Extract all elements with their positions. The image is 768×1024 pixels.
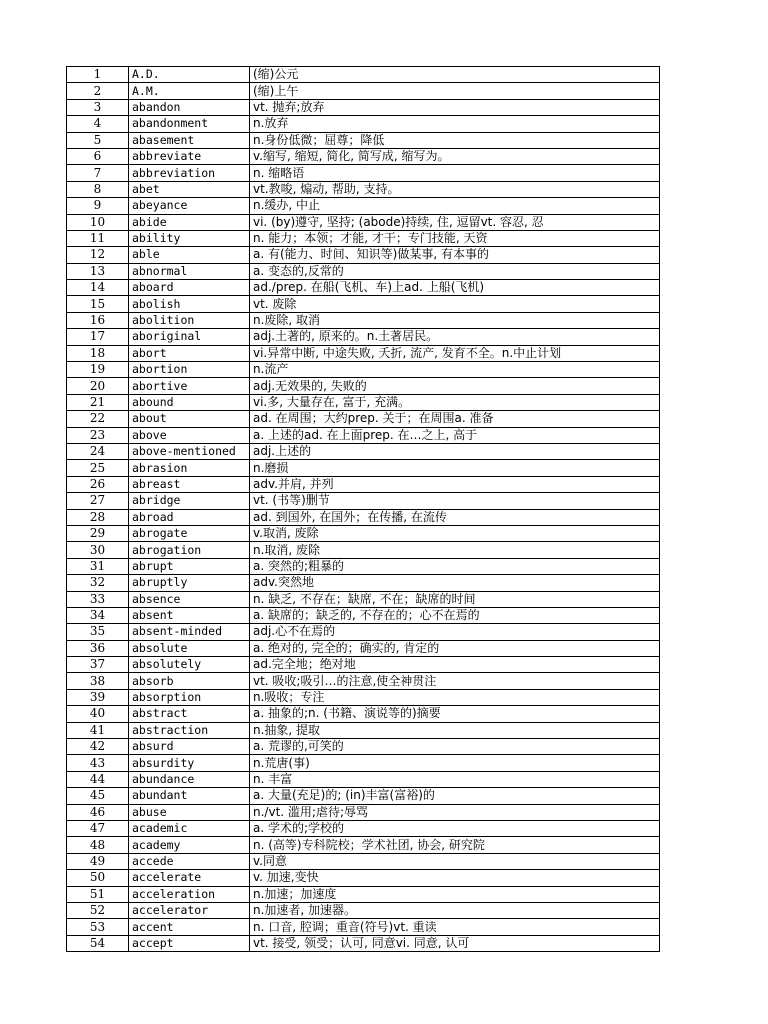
word-cell[interactable]: ability bbox=[129, 230, 250, 246]
table-row bbox=[67, 706, 660, 722]
definition-cell[interactable]: a. 缺席的；缺乏的, 不存在的；心不在焉的 bbox=[250, 607, 660, 623]
word-cell[interactable]: able bbox=[129, 247, 250, 263]
table-row bbox=[67, 657, 660, 673]
table-row bbox=[67, 820, 660, 836]
table-row bbox=[67, 99, 660, 115]
word-cell[interactable]: aboriginal bbox=[129, 329, 250, 345]
table-row bbox=[67, 575, 660, 591]
word-cell[interactable]: abbreviate bbox=[129, 148, 250, 164]
definition-cell[interactable]: a. 变态的,反常的 bbox=[250, 263, 660, 279]
table-row bbox=[67, 837, 660, 853]
table-row bbox=[67, 214, 660, 230]
word-cell[interactable]: abide bbox=[129, 214, 250, 230]
row-number-cell[interactable]: 30 bbox=[67, 542, 129, 558]
definition-cell[interactable]: n. 口音, 腔调；重音(符号)vt. 重读 bbox=[250, 919, 660, 935]
word-cell[interactable]: absorption bbox=[129, 689, 250, 705]
row-number-cell[interactable]: 21 bbox=[67, 394, 129, 410]
row-number-cell[interactable]: 27 bbox=[67, 493, 129, 509]
table-row bbox=[67, 493, 660, 509]
table-row bbox=[67, 296, 660, 312]
table-row bbox=[67, 148, 660, 164]
table-row bbox=[67, 460, 660, 476]
word-cell[interactable]: abuse bbox=[129, 804, 250, 820]
definition-cell[interactable]: adj.上述的 bbox=[250, 443, 660, 459]
word-cell[interactable]: accelerator bbox=[129, 902, 250, 918]
word-cell[interactable]: absorb bbox=[129, 673, 250, 689]
definition-cell[interactable]: v.取消, 废除 bbox=[250, 525, 660, 541]
row-number-cell[interactable]: 33 bbox=[67, 591, 129, 607]
word-cell[interactable]: abolition bbox=[129, 312, 250, 328]
definition-cell[interactable]: ad.完全地；绝对地 bbox=[250, 657, 660, 673]
definition-cell[interactable]: ad./prep. 在船(飞机、车)上ad. 上船(飞机) bbox=[250, 280, 660, 296]
row-number-cell[interactable]: 14 bbox=[67, 280, 129, 296]
word-cell[interactable]: abeyance bbox=[129, 198, 250, 214]
row-number-cell[interactable]: 41 bbox=[67, 722, 129, 738]
table-row bbox=[67, 280, 660, 296]
definition-cell[interactable]: adj.无效果的, 失败的 bbox=[250, 378, 660, 394]
table-row bbox=[67, 263, 660, 279]
row-number-cell[interactable]: 16 bbox=[67, 312, 129, 328]
word-cell[interactable]: absence bbox=[129, 591, 250, 607]
definition-cell[interactable]: v.同意 bbox=[250, 853, 660, 869]
vocabulary-table bbox=[66, 66, 660, 952]
definition-cell[interactable]: n./vt. 滥用;虐待;辱骂 bbox=[250, 804, 660, 820]
word-cell[interactable]: abbreviation bbox=[129, 165, 250, 181]
row-number-cell[interactable]: 1 bbox=[67, 67, 129, 83]
definition-cell[interactable]: n.身份低微；屈尊；降低 bbox=[250, 132, 660, 148]
definition-cell[interactable]: vi.异常中断, 中途失败, 夭折, 流产, 发育不全。n.中止计划 bbox=[250, 345, 660, 361]
definition-cell[interactable]: a. 绝对的, 完全的；确实的, 肯定的 bbox=[250, 640, 660, 656]
row-number-cell[interactable]: 15 bbox=[67, 296, 129, 312]
table-row bbox=[67, 525, 660, 541]
definition-cell[interactable]: n. 丰富 bbox=[250, 771, 660, 787]
table-row bbox=[67, 853, 660, 869]
table-row bbox=[67, 476, 660, 492]
table-row bbox=[67, 804, 660, 820]
row-number-cell[interactable]: 52 bbox=[67, 902, 129, 918]
word-cell[interactable]: academic bbox=[129, 820, 250, 836]
row-number-cell[interactable]: 42 bbox=[67, 739, 129, 755]
definition-cell[interactable]: ad. 到国外, 在国外；在传播, 在流传 bbox=[250, 509, 660, 525]
table-row bbox=[67, 198, 660, 214]
table-row bbox=[67, 329, 660, 345]
word-cell[interactable]: academy bbox=[129, 837, 250, 853]
definition-cell[interactable]: n.流产 bbox=[250, 362, 660, 378]
row-number-cell[interactable]: 10 bbox=[67, 214, 129, 230]
row-number-cell[interactable]: 23 bbox=[67, 427, 129, 443]
table-row bbox=[67, 788, 660, 804]
word-cell[interactable]: abandon bbox=[129, 99, 250, 115]
row-number-cell[interactable]: 48 bbox=[67, 837, 129, 853]
word-cell[interactable]: abruptly bbox=[129, 575, 250, 591]
row-number-cell[interactable]: 11 bbox=[67, 230, 129, 246]
definition-cell[interactable]: n.加速；加速度 bbox=[250, 886, 660, 902]
row-number-cell[interactable]: 13 bbox=[67, 263, 129, 279]
definition-cell[interactable]: n.废除, 取消 bbox=[250, 312, 660, 328]
table-row bbox=[67, 312, 660, 328]
table-row bbox=[67, 640, 660, 656]
word-cell[interactable]: A.D. bbox=[129, 67, 250, 83]
definition-cell[interactable]: n.吸收；专注 bbox=[250, 689, 660, 705]
table-row bbox=[67, 345, 660, 361]
table-row bbox=[67, 378, 660, 394]
word-cell[interactable]: aboard bbox=[129, 280, 250, 296]
definition-cell[interactable]: v. 加速,变快 bbox=[250, 870, 660, 886]
row-number-cell[interactable]: 36 bbox=[67, 640, 129, 656]
row-number-cell[interactable]: 12 bbox=[67, 247, 129, 263]
definition-cell[interactable]: a. 荒谬的,可笑的 bbox=[250, 739, 660, 755]
definition-cell[interactable]: n.缓办, 中止 bbox=[250, 198, 660, 214]
row-number-cell[interactable]: 26 bbox=[67, 476, 129, 492]
word-cell[interactable]: absurdity bbox=[129, 755, 250, 771]
word-cell[interactable]: absolutely bbox=[129, 657, 250, 673]
word-cell[interactable]: abrupt bbox=[129, 558, 250, 574]
word-cell[interactable]: about bbox=[129, 411, 250, 427]
row-number-cell[interactable]: 53 bbox=[67, 919, 129, 935]
definition-cell[interactable]: adj.心不在焉的 bbox=[250, 624, 660, 640]
definition-cell[interactable]: n.荒唐(事) bbox=[250, 755, 660, 771]
row-number-cell[interactable]: 7 bbox=[67, 165, 129, 181]
table-row bbox=[67, 411, 660, 427]
definition-cell[interactable]: adv.并肩, 并列 bbox=[250, 476, 660, 492]
table-row bbox=[67, 771, 660, 787]
table-row bbox=[67, 509, 660, 525]
row-number-cell[interactable]: 34 bbox=[67, 607, 129, 623]
row-number-cell[interactable]: 47 bbox=[67, 820, 129, 836]
row-number-cell[interactable]: 19 bbox=[67, 362, 129, 378]
row-number-cell[interactable]: 49 bbox=[67, 853, 129, 869]
row-number-cell[interactable]: 45 bbox=[67, 788, 129, 804]
definition-cell[interactable]: (缩)上午 bbox=[250, 83, 660, 99]
definition-cell[interactable]: a. 突然的;粗暴的 bbox=[250, 558, 660, 574]
table-row bbox=[67, 181, 660, 197]
definition-cell[interactable]: a. 上述的ad. 在上面prep. 在…之上, 高于 bbox=[250, 427, 660, 443]
table-row bbox=[67, 886, 660, 902]
definition-cell[interactable]: vi.多, 大量存在, 富于, 充满。 bbox=[250, 394, 660, 410]
word-cell[interactable]: abstraction bbox=[129, 722, 250, 738]
row-number-cell[interactable]: 6 bbox=[67, 148, 129, 164]
word-cell[interactable]: abnormal bbox=[129, 263, 250, 279]
table-row bbox=[67, 230, 660, 246]
table-row bbox=[67, 755, 660, 771]
row-number-cell[interactable]: 8 bbox=[67, 181, 129, 197]
table-row bbox=[67, 902, 660, 918]
definition-cell[interactable]: vt. 吸收;吸引…的注意,使全神贯注 bbox=[250, 673, 660, 689]
row-number-cell[interactable]: 54 bbox=[67, 935, 129, 951]
table-row bbox=[67, 443, 660, 459]
word-cell[interactable]: abet bbox=[129, 181, 250, 197]
row-number-cell[interactable]: 20 bbox=[67, 378, 129, 394]
table-row bbox=[67, 394, 660, 410]
definition-cell[interactable]: n. 缺乏, 不存在；缺席, 不在；缺席的时间 bbox=[250, 591, 660, 607]
definition-cell[interactable]: adj.土著的, 原来的。n.土著居民。 bbox=[250, 329, 660, 345]
definition-cell[interactable]: vt. 废除 bbox=[250, 296, 660, 312]
table-row bbox=[67, 935, 660, 951]
definition-cell[interactable]: vt.教唆, 煽动, 帮助, 支持。 bbox=[250, 181, 660, 197]
table-row bbox=[67, 870, 660, 886]
word-cell[interactable]: acceleration bbox=[129, 886, 250, 902]
word-cell[interactable]: abasement bbox=[129, 132, 250, 148]
word-cell[interactable]: abandonment bbox=[129, 116, 250, 132]
row-number-cell[interactable]: 17 bbox=[67, 329, 129, 345]
word-cell[interactable]: above bbox=[129, 427, 250, 443]
table-row bbox=[67, 673, 660, 689]
table-row bbox=[67, 722, 660, 738]
row-number-cell[interactable]: 32 bbox=[67, 575, 129, 591]
definition-cell[interactable]: vt. (书等)删节 bbox=[250, 493, 660, 509]
row-number-cell[interactable]: 3 bbox=[67, 99, 129, 115]
row-number-cell[interactable]: 29 bbox=[67, 525, 129, 541]
row-number-cell[interactable]: 24 bbox=[67, 443, 129, 459]
table-row bbox=[67, 116, 660, 132]
definition-cell[interactable]: n.加速者, 加速器。 bbox=[250, 902, 660, 918]
row-number-cell[interactable]: 51 bbox=[67, 886, 129, 902]
word-cell[interactable]: accept bbox=[129, 935, 250, 951]
row-number-cell[interactable]: 22 bbox=[67, 411, 129, 427]
row-number-cell[interactable]: 43 bbox=[67, 755, 129, 771]
row-number-cell[interactable]: 46 bbox=[67, 804, 129, 820]
word-cell[interactable]: A.M. bbox=[129, 83, 250, 99]
row-number-cell[interactable]: 39 bbox=[67, 689, 129, 705]
word-cell[interactable]: abreast bbox=[129, 476, 250, 492]
word-cell[interactable]: abstract bbox=[129, 706, 250, 722]
table-row bbox=[67, 558, 660, 574]
word-cell[interactable]: abolish bbox=[129, 296, 250, 312]
word-cell[interactable]: abrogation bbox=[129, 542, 250, 558]
table-row bbox=[67, 132, 660, 148]
word-cell[interactable]: abrogate bbox=[129, 525, 250, 541]
table-row bbox=[67, 427, 660, 443]
definition-cell[interactable]: n.取消, 废除 bbox=[250, 542, 660, 558]
word-cell[interactable]: abrasion bbox=[129, 460, 250, 476]
row-number-cell[interactable]: 4 bbox=[67, 116, 129, 132]
word-cell[interactable]: abort bbox=[129, 345, 250, 361]
word-cell[interactable]: abroad bbox=[129, 509, 250, 525]
word-cell[interactable]: abundant bbox=[129, 788, 250, 804]
table-row bbox=[67, 591, 660, 607]
word-cell[interactable]: abortive bbox=[129, 378, 250, 394]
definition-cell[interactable]: a. 有(能力、时间、知识等)做某事, 有本事的 bbox=[250, 247, 660, 263]
word-cell[interactable]: abundance bbox=[129, 771, 250, 787]
row-number-cell[interactable]: 37 bbox=[67, 657, 129, 673]
row-number-cell[interactable]: 9 bbox=[67, 198, 129, 214]
definition-cell[interactable]: n. 能力；本领；才能, 才干；专门技能, 天资 bbox=[250, 230, 660, 246]
definition-cell[interactable]: n. (高等)专科院校；学术社团, 协会, 研究院 bbox=[250, 837, 660, 853]
row-number-cell[interactable]: 35 bbox=[67, 624, 129, 640]
vocabulary-table-body bbox=[67, 67, 660, 952]
word-cell[interactable]: above-mentioned bbox=[129, 443, 250, 459]
row-number-cell[interactable]: 28 bbox=[67, 509, 129, 525]
word-cell[interactable]: abound bbox=[129, 394, 250, 410]
word-cell[interactable]: abridge bbox=[129, 493, 250, 509]
row-number-cell[interactable]: 44 bbox=[67, 771, 129, 787]
definition-cell[interactable]: n.磨损 bbox=[250, 460, 660, 476]
definition-cell[interactable]: n.放弃 bbox=[250, 116, 660, 132]
word-cell[interactable]: absent bbox=[129, 607, 250, 623]
word-cell[interactable]: accelerate bbox=[129, 870, 250, 886]
table-row bbox=[67, 919, 660, 935]
table-row bbox=[67, 624, 660, 640]
row-number-cell[interactable]: 18 bbox=[67, 345, 129, 361]
table-row bbox=[67, 739, 660, 755]
table-row bbox=[67, 607, 660, 623]
row-number-cell[interactable]: 5 bbox=[67, 132, 129, 148]
row-number-cell[interactable]: 50 bbox=[67, 870, 129, 886]
definition-cell[interactable]: a. 抽象的;n. (书籍、演说等的)摘要 bbox=[250, 706, 660, 722]
row-number-cell[interactable]: 2 bbox=[67, 83, 129, 99]
definition-cell[interactable]: (缩)公元 bbox=[250, 67, 660, 83]
table-row bbox=[67, 362, 660, 378]
definition-cell[interactable]: vt. 抛弃;放弃 bbox=[250, 99, 660, 115]
word-cell[interactable]: accent bbox=[129, 919, 250, 935]
definition-cell[interactable]: ad. 在周围；大约prep. 关于；在周围a. 准备 bbox=[250, 411, 660, 427]
word-cell[interactable]: absolute bbox=[129, 640, 250, 656]
definition-cell[interactable]: adv.突然地 bbox=[250, 575, 660, 591]
definition-cell[interactable]: a. 大量(充足)的; (in)丰富(富裕)的 bbox=[250, 788, 660, 804]
definition-cell[interactable]: n. 缩略语 bbox=[250, 165, 660, 181]
definition-cell[interactable]: v.缩写, 缩短, 简化, 简写成, 缩写为。 bbox=[250, 148, 660, 164]
row-number-cell[interactable]: 38 bbox=[67, 673, 129, 689]
table-row bbox=[67, 247, 660, 263]
word-cell[interactable]: accede bbox=[129, 853, 250, 869]
table-row bbox=[67, 165, 660, 181]
table-row bbox=[67, 67, 660, 83]
definition-cell[interactable]: a. 学术的;学校的 bbox=[250, 820, 660, 836]
definition-cell[interactable]: vt. 接受, 领受；认可, 同意vi. 同意, 认可 bbox=[250, 935, 660, 951]
table-row bbox=[67, 689, 660, 705]
word-cell[interactable]: abortion bbox=[129, 362, 250, 378]
row-number-cell[interactable]: 25 bbox=[67, 460, 129, 476]
table-row bbox=[67, 83, 660, 99]
row-number-cell[interactable]: 31 bbox=[67, 558, 129, 574]
definition-cell[interactable]: vi. (by)遵守, 坚持; (abode)持续, 住, 逗留vt. 容忍, 忍 bbox=[250, 214, 660, 230]
row-number-cell[interactable]: 40 bbox=[67, 706, 129, 722]
definition-cell[interactable]: n.抽象, 提取 bbox=[250, 722, 660, 738]
table-row bbox=[67, 542, 660, 558]
word-cell[interactable]: absurd bbox=[129, 739, 250, 755]
word-cell[interactable]: absent-minded bbox=[129, 624, 250, 640]
